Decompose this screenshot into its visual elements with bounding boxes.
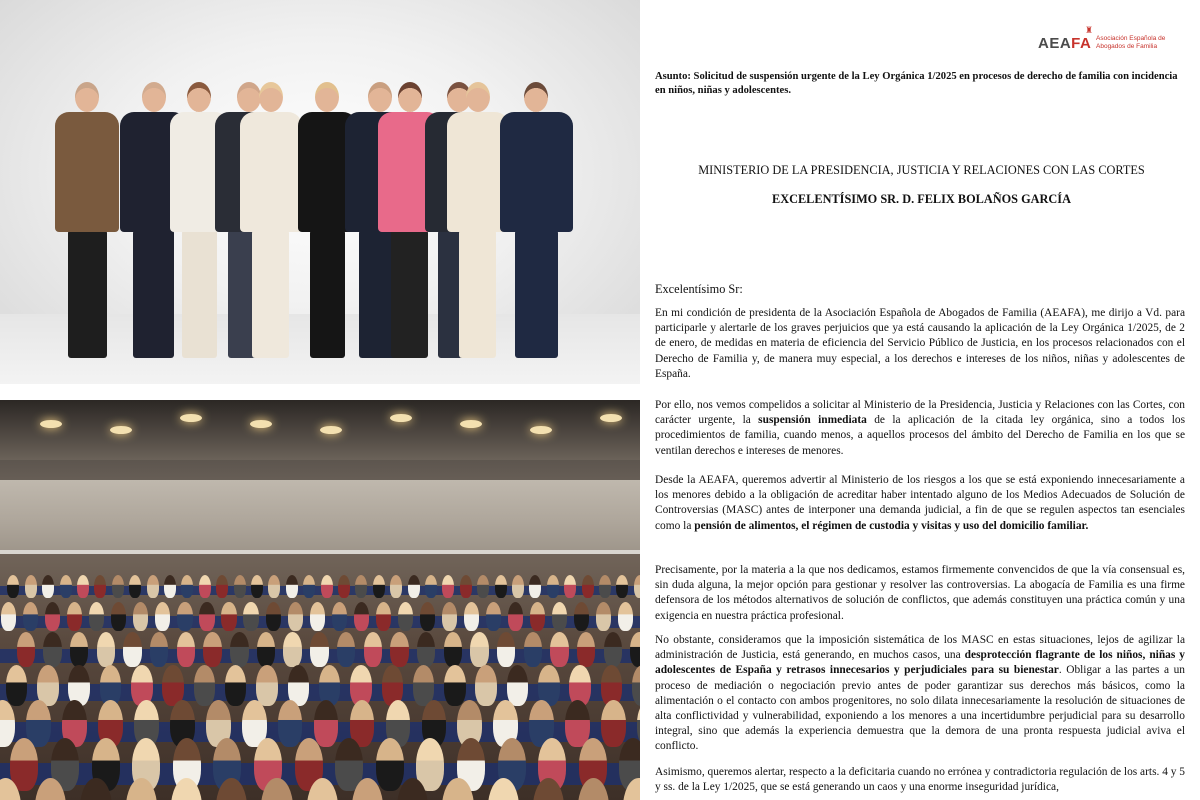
- audience-member: [596, 602, 611, 631]
- audience-member: [286, 575, 298, 598]
- person-legs: [252, 230, 289, 358]
- logo-wordmark: AEAFA: [1038, 35, 1092, 52]
- audience-member: [495, 575, 507, 598]
- paragraph-4: Precisamente, por la materia a la que nos dedicamos, estamos firmemente convencidos de que la vía consensual es, sin duda alguna, la mejor opción para gestionar y resolver las controversias. La abogacía de Familia es una firme defensora de los métodos alternativos de solución de conflictos, que además constituyen una práctica común y una exigencia en nuestra práctica profesional.: [655, 564, 1185, 622]
- balcony-railing: [0, 550, 640, 554]
- group-photo: [0, 0, 640, 384]
- audience-member: [444, 665, 466, 706]
- paragraph-5: No obstante, consideramos que la imposición sistemática de los MASC en estas situaciones, lejos de agilizar la administración de Justicia, está generando, en muchos casos, una desprotección flagrante de los niños, niñas y adolescentes de España y retrasos innecesarios y perjudiciales para su bienestar. Obligar a las partes a un proceso de mediación o negociación previo antes de poder garantizar sus derechos más básicos, como la alimentación o el contacto con ambos progenitores, no solo dilata innecesariamente la resolución de situaciones de alta conflictividad y vulnerabilidad, exponiendo a los menores a una incertidumbre perjudicial para su desarrollo integral, sino que además la experiencia demuestra que la demora de una pronta respuesta judicial aviva el conflicto.: [655, 634, 1186, 753]
- person-head: [75, 82, 99, 112]
- audience-member: [0, 700, 15, 747]
- audience-member: [230, 632, 248, 667]
- audience-member: [599, 575, 611, 598]
- audience-member: [574, 602, 589, 631]
- person-legs: [459, 230, 496, 358]
- audience-member: [601, 700, 626, 747]
- person-head: [398, 82, 422, 112]
- audience-member: [442, 602, 457, 631]
- audience-member: [582, 575, 594, 598]
- person-torso: [500, 112, 573, 232]
- audience-member: [42, 575, 54, 598]
- letter-document: [640, 0, 1200, 800]
- audience-member: [420, 602, 435, 631]
- audience-member: [150, 632, 168, 667]
- audience-member: [355, 575, 367, 598]
- audience-member: [616, 575, 628, 598]
- audience-member: [552, 602, 567, 631]
- audience-member: [475, 665, 497, 706]
- audience-member: [7, 575, 19, 598]
- audience-member: [444, 632, 462, 667]
- ceiling-lamp: [320, 426, 342, 434]
- audience-member: [398, 602, 413, 631]
- audience-member: [283, 632, 301, 667]
- audience-member: [256, 665, 278, 706]
- aeafa-logo: [1038, 28, 1178, 56]
- audience-member: [364, 632, 382, 667]
- audience-member: [278, 700, 303, 747]
- group-person: [240, 82, 302, 362]
- audience-member: [524, 632, 542, 667]
- paragraph-2: Por ello, nos vemos compelidos a solicitar al Ministerio de la Presidencia, Justicia y Relaciones con las Cortes, con carácter urgente, la suspensión inmediata de la aplicación de la citada ley orgánica, sino a todos los procedimientos de familia, cuando menos, a aquellos procesos del ámbito del Derecho de Familia en los que se ventilan derechos e intereses de menores.: [655, 399, 1185, 457]
- audience-member: [630, 632, 640, 667]
- emphasis-family-measures: pensión de alimentos, el régimen de custodia y visitas y uso del domicilio familiar.: [694, 519, 1089, 532]
- audience-member: [332, 602, 347, 631]
- audience-member: [70, 632, 88, 667]
- audience-member: [234, 575, 246, 598]
- audience-member: [321, 575, 333, 598]
- audience-member: [97, 632, 115, 667]
- person-legs: [391, 230, 429, 358]
- audience-member: [618, 602, 633, 631]
- person-head: [524, 82, 548, 112]
- audience-member: [266, 602, 281, 631]
- person-head: [466, 82, 490, 112]
- audience-member: [497, 632, 515, 667]
- audience-member: [251, 575, 263, 598]
- audience-member: [314, 700, 339, 747]
- audience-member: [417, 632, 435, 667]
- audience-member: [319, 665, 341, 706]
- audience-member: [310, 632, 328, 667]
- audience-member: [508, 602, 523, 631]
- audience-member: [288, 602, 303, 631]
- audience-member: [123, 632, 141, 667]
- audience-member: [477, 575, 489, 598]
- paragraph-3: Desde la AEAFA, queremos advertir al Ministerio de los riesgos a los que se está exponiendo innecesariamente a los menores debido a la obligación de acreditar haber intentado alguno de los Medios Adecuados de Solución de Controversias (MASC) antes de interponer una demanda judicial, a fin de que se regulen aspectos tan esenciales como la pensión de alimentos, el régimen de custodia y visitas y uso del domicilio familiar.: [655, 474, 1185, 532]
- person-legs: [310, 230, 345, 358]
- audience-member: [310, 602, 325, 631]
- audience-member: [25, 575, 37, 598]
- audience-member: [17, 632, 35, 667]
- audience-member: [43, 632, 61, 667]
- person-torso: [55, 112, 119, 232]
- audience-member: [547, 575, 559, 598]
- ceiling-lamp: [40, 420, 62, 428]
- auditorium-photo: [0, 400, 640, 800]
- group-person: [500, 82, 573, 362]
- audience-member: [604, 632, 622, 667]
- tower-icon: ♜: [1085, 26, 1094, 36]
- audience-member: [89, 602, 104, 631]
- audience-member: [112, 575, 124, 598]
- audience-member: [425, 575, 437, 598]
- paragraph-1: En mi condición de presidenta de la Asociación Española de Abogados de Familia (AEAFA), me dirijo a Vd. para participarle y alertarle de los graves perjuicios que ya está causando la aplicación de la Ley Orgánica 1/2025, de 2 de enero, de medidas en materia de eficiencia del Servicio Público de Justicia, en los procesos relacionados con el Derecho de Familia y, de manera muy especial, a los derechos e intereses de los niños, niñas y adolescentes de España.: [655, 307, 1185, 380]
- audience-member: [338, 575, 350, 598]
- auditorium-ceiling: [0, 400, 640, 460]
- audience-member: [376, 602, 391, 631]
- emphasis-suspension: suspensión inmediata: [758, 414, 867, 427]
- audience-member: [337, 632, 355, 667]
- audience-member: [632, 665, 640, 706]
- person-torso: [240, 112, 302, 232]
- letter-subject: Asunto: Solicitud de suspensión urgente de la Ley Orgánica 1/2025 en procesos de derecho de familia con incidencia en niños, niñas y adolescentes.: [655, 71, 1178, 96]
- audience-member: [507, 665, 529, 706]
- audience-member: [177, 602, 192, 631]
- auditorium-balcony: [0, 480, 640, 550]
- audience-member: [486, 602, 501, 631]
- person-head: [259, 82, 283, 112]
- audience-member: [512, 575, 524, 598]
- audience-member: [1, 602, 16, 631]
- audience-member: [577, 632, 595, 667]
- letter-salutation: Excelentísimo Sr:: [655, 282, 743, 296]
- group-person: [55, 82, 119, 362]
- person-legs: [68, 230, 107, 358]
- person-head: [142, 82, 166, 112]
- audience-member: [129, 575, 141, 598]
- audience-member: [373, 575, 385, 598]
- audience-member: [203, 632, 221, 667]
- audience-member: [225, 665, 247, 706]
- audience-member: [354, 602, 369, 631]
- ceiling-lamp: [390, 414, 412, 422]
- ceiling-lamp: [460, 420, 482, 428]
- audience-member: [23, 602, 38, 631]
- audience-member: [133, 602, 148, 631]
- audience-member: [376, 738, 404, 791]
- audience-member: [470, 632, 488, 667]
- audience-member: [147, 575, 159, 598]
- ceiling-lamp: [110, 426, 132, 434]
- audience-member: [45, 602, 60, 631]
- audience-member: [390, 632, 408, 667]
- ceiling-lamp: [600, 414, 622, 422]
- audience-member: [60, 575, 72, 598]
- audience-member: [164, 575, 176, 598]
- audience-member: [564, 575, 576, 598]
- logo-subtitle: Asociación Española de Abogados de Familia: [1096, 35, 1166, 50]
- person-legs: [515, 230, 559, 358]
- person-head: [315, 82, 339, 112]
- ceiling-lamp: [180, 414, 202, 422]
- letter-recipient-name: EXCELENTÍSIMO SR. D. FELIX BOLAÑOS GARCÍA: [772, 192, 1071, 206]
- audience-member: [77, 575, 89, 598]
- audience-member: [529, 575, 541, 598]
- audience-member: [177, 632, 195, 667]
- paragraph-6: Asimismo, queremos alertar, respecto a la deficitaria cuando no errónea y contradictoria regulación de los arts. 4 y 5 y ss. de la Ley 1/2025, que se está generando un caos y una enorme inseguridad jurídica,: [655, 766, 1185, 794]
- audience-member: [221, 602, 236, 631]
- audience-member: [181, 575, 193, 598]
- audience-member: [408, 575, 420, 598]
- audience-member: [216, 575, 228, 598]
- audience-member: [268, 575, 280, 598]
- audience-member: [199, 575, 211, 598]
- ceiling-lamp: [530, 426, 552, 434]
- audience-member: [6, 665, 28, 706]
- audience-member: [550, 632, 568, 667]
- person-head: [187, 82, 211, 112]
- audience-member: [257, 632, 275, 667]
- audience-member: [464, 602, 479, 631]
- letter-recipient-ministry: MINISTERIO DE LA PRESIDENCIA, JUSTICIA Y RELACIONES CON LAS CORTES: [698, 163, 1145, 177]
- audience-member: [390, 575, 402, 598]
- person-legs: [133, 230, 173, 358]
- audience-member: [199, 602, 214, 631]
- audience-member: [111, 602, 126, 631]
- audience-member: [303, 575, 315, 598]
- person-legs: [182, 230, 217, 358]
- audience-member: [243, 602, 258, 631]
- audience-member: [530, 602, 545, 631]
- audience-member: [94, 575, 106, 598]
- audience-member: [67, 602, 82, 631]
- audience-member: [442, 575, 454, 598]
- emphasis-desproteccion: desprotección flagrante de los niños, niñas y adolescentes de España y retrasos innecesarios y perjudiciales para su bienestar: [655, 649, 1186, 677]
- audience-member: [460, 575, 472, 598]
- audience-member: [194, 665, 216, 706]
- ceiling-lamp: [250, 420, 272, 428]
- audience-member: [155, 602, 170, 631]
